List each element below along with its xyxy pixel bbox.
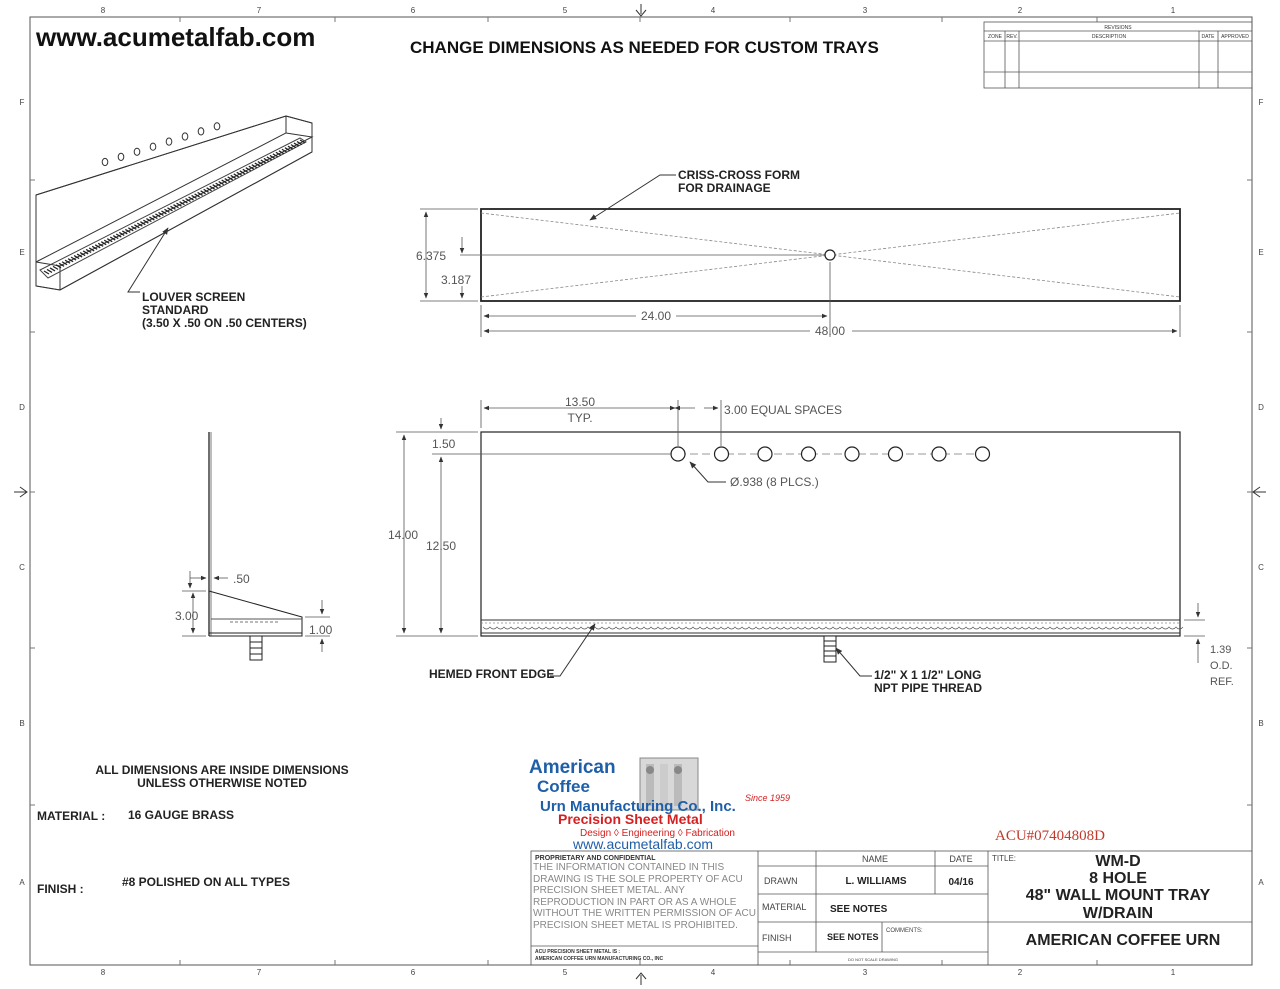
faucet-hole [758, 447, 772, 461]
footer-line-1: ACU PRECISION SHEET METAL IS : [535, 949, 621, 955]
logo-tagline: Design ◊ Engineering ◊ Fabrication [580, 828, 735, 839]
zone-row-left: B [19, 719, 25, 728]
faucet-holes [671, 447, 990, 461]
top-center-arrow [636, 4, 646, 16]
proprietary-text: THE INFORMATION CONTAINED IN THIS DRAWING IS THE SOLE PROPERTY OF ACU PRECISION SHEET METAL. ANY REPRODUCTION IN PART OR AS A WHOLE WITHOUT THE WRITTEN PERMISSION OF ACU PRECISION SHEET METAL IS PROHIBITED. [533, 862, 756, 931]
zone-col-bottom: 5 [562, 968, 568, 977]
finish-value: #8 POLISHED ON ALL TYPES [122, 875, 291, 889]
finish-see-notes: SEE NOTES [827, 932, 879, 942]
row-finish: FINISH [762, 933, 792, 943]
dim-length: 48.00 [814, 324, 846, 338]
company-name: AMERICAN COFFEE URN [1025, 932, 1221, 949]
faucet-hole [889, 447, 903, 461]
footer-line-2: AMERICAN COFFEE URN MANUFACTURING CO., INC [535, 956, 664, 962]
iso-faucet-hole [182, 133, 188, 140]
dim-od-line3: REF. [1210, 676, 1234, 688]
drawn-name: L. WILLIAMS [845, 876, 907, 887]
zone-col-bottom: 8 [100, 968, 106, 977]
rev-col-rev: REV. [1006, 34, 1018, 40]
louver-callout-1: LOUVER SCREEN [142, 290, 246, 304]
zone-row-left: A [19, 878, 25, 887]
rev-col-date: DATE [1201, 34, 1215, 40]
bottom-center-arrow [636, 973, 646, 985]
side-view [209, 432, 302, 660]
zone-row-right: E [1258, 248, 1264, 257]
logo-line-american: American [529, 757, 616, 778]
proprietary-text-box [533, 862, 757, 946]
drawing-title: CHANGE DIMENSIONS AS NEEDED FOR CUSTOM TRAYS [410, 38, 879, 57]
faucet-hole [845, 447, 859, 461]
dim-hole-spacing: 3.00 EQUAL SPACES [724, 403, 843, 417]
rev-col-description: DESCRIPTION [1091, 34, 1127, 40]
zone-row-left: C [19, 563, 25, 572]
material-label: MATERIAL : [37, 809, 106, 823]
zone-row-right: F [1258, 98, 1264, 107]
zone-col-top: 5 [562, 6, 568, 15]
zone-row-left: D [19, 403, 25, 412]
front-view [481, 432, 1180, 662]
logo-line-urn: Urn Manufacturing Co., Inc. [540, 798, 736, 815]
logo-since: Since 1959 [745, 793, 791, 803]
left-center-arrow [14, 487, 27, 497]
faucet-hole [715, 447, 729, 461]
zone-row-right: B [1258, 719, 1264, 728]
dim-half-length: 24.00 [640, 309, 672, 323]
dim-tray-height: 14.00 [388, 528, 419, 542]
rev-col-zone: ZONE [988, 34, 1002, 40]
iso-faucet-hole [198, 128, 204, 135]
hem-scallop-line [483, 627, 1183, 629]
part-number: ACU#07404808D [995, 828, 1106, 844]
dims-note-1: ALL DIMENSIONS ARE INSIDE DIMENSIONS [95, 763, 349, 777]
website-header: www.acumetalfab.com [36, 22, 316, 52]
logo-line-coffee: Coffee [537, 777, 590, 796]
iso-faucet-hole [118, 153, 124, 160]
revisions-heading: REVISIONS [1104, 25, 1132, 31]
pipe-leader [836, 648, 872, 676]
zone-col-bottom: 6 [410, 968, 416, 977]
criss-cross-leader [590, 175, 676, 220]
title-line-2: 8 HOLE [1089, 870, 1147, 887]
zone-row-left: F [19, 98, 25, 107]
pipe-callout-2: NPT PIPE THREAD [874, 681, 983, 695]
dim-depth: 6.375 [416, 249, 447, 263]
zone-row-right: A [1258, 878, 1264, 887]
rev-col-approved: APPROVED [1221, 34, 1249, 40]
dim-side-offset: .50 [233, 572, 250, 586]
dim-half-depth: 3.187 [441, 273, 472, 287]
iso-faucet-hole [150, 143, 156, 150]
no-scale-note: DO NOT SCALE DRAWING [847, 957, 899, 962]
edge-leader [550, 624, 595, 676]
iso-faucet-hole [102, 158, 108, 165]
top-view-dimensions [420, 209, 1180, 337]
title-line-1: WM-D [1095, 853, 1141, 870]
faucet-hole [802, 447, 816, 461]
company-logo [529, 757, 790, 852]
row-material: MATERIAL [762, 902, 807, 912]
zone-col-top: 3 [862, 6, 868, 15]
zone-row-left: E [19, 248, 25, 257]
zone-row-right: C [1258, 563, 1264, 572]
title-line-3: 48" WALL MOUNT TRAY [1025, 887, 1211, 904]
revisions-table [984, 22, 1252, 88]
criss-cross-callout-2: FOR DRAINAGE [678, 181, 771, 195]
zone-col-top: 7 [256, 6, 262, 15]
isometric-view [36, 116, 312, 290]
zone-col-bottom: 2 [1017, 968, 1023, 977]
dim-front-height: 1.00 [309, 623, 333, 637]
dim-first-hole-note: TYP. [567, 411, 593, 425]
dim-hole-from-top: 1.50 [432, 437, 456, 451]
hemed-front-edge-pattern [483, 627, 1183, 629]
dim-side-height: 3.00 [175, 609, 199, 623]
col-date: DATE [949, 854, 973, 864]
logo-url: www.acumetalfab.com [573, 836, 714, 852]
zone-col-bottom: 7 [256, 968, 262, 977]
pipe-callout-1: 1/2" X 1 1/2" LONG [874, 668, 982, 682]
comments-label: COMMENTS: [886, 928, 923, 934]
dims-note-2: UNLESS OTHERWISE NOTED [137, 776, 307, 790]
dim-hole-height: 12.50 [426, 539, 457, 553]
criss-cross-callout-1: CRISS-CROSS FORM [678, 168, 801, 182]
zone-col-bottom: 1 [1170, 968, 1176, 977]
row-drawn: DRAWN [764, 876, 798, 886]
zone-col-top: 8 [100, 6, 106, 15]
hole-diameter-note: Ø.938 (8 PLCS.) [730, 475, 819, 489]
zone-row-right: D [1258, 403, 1264, 412]
material-value: 16 GAUGE BRASS [128, 808, 235, 822]
hole-leader [690, 462, 726, 482]
louver-callout-2: STANDARD [142, 303, 209, 317]
dim-first-hole: 13.50 [564, 395, 596, 409]
title-line-4: W/DRAIN [1082, 905, 1154, 922]
front-view-dimensions [396, 400, 1205, 663]
title-label: TITLE: [992, 854, 1017, 863]
col-name: NAME [861, 854, 889, 864]
faucet-hole [671, 447, 685, 461]
faucet-hole [932, 447, 946, 461]
right-center-arrow [1253, 487, 1266, 497]
proprietary-heading: PROPRIETARY AND CONFIDENTIAL [535, 855, 656, 862]
material-see-notes: SEE NOTES [830, 904, 888, 915]
drawn-date: 04/16 [948, 877, 974, 888]
zone-col-bottom: 4 [710, 968, 716, 977]
logo-precision: Precision Sheet Metal [558, 811, 703, 827]
zone-col-top: 1 [1170, 6, 1176, 15]
dim-od-line2: O.D. [1210, 660, 1233, 672]
finish-label: FINISH : [37, 882, 84, 896]
hemed-edge-callout: HEMED FRONT EDGE [429, 667, 555, 681]
zone-col-top: 6 [410, 6, 416, 15]
zone-col-top: 4 [710, 6, 716, 15]
iso-faucet-hole [166, 138, 172, 145]
louver-callout-3: (3.50 X .50 ON .50 CENTERS) [142, 316, 307, 330]
iso-faucet-hole [134, 148, 140, 155]
zone-col-top: 2 [1017, 6, 1023, 15]
dim-od: 1.39 [1210, 644, 1232, 656]
zone-col-bottom: 3 [862, 968, 868, 977]
iso-faucet-hole [214, 123, 220, 130]
faucet-hole [976, 447, 990, 461]
